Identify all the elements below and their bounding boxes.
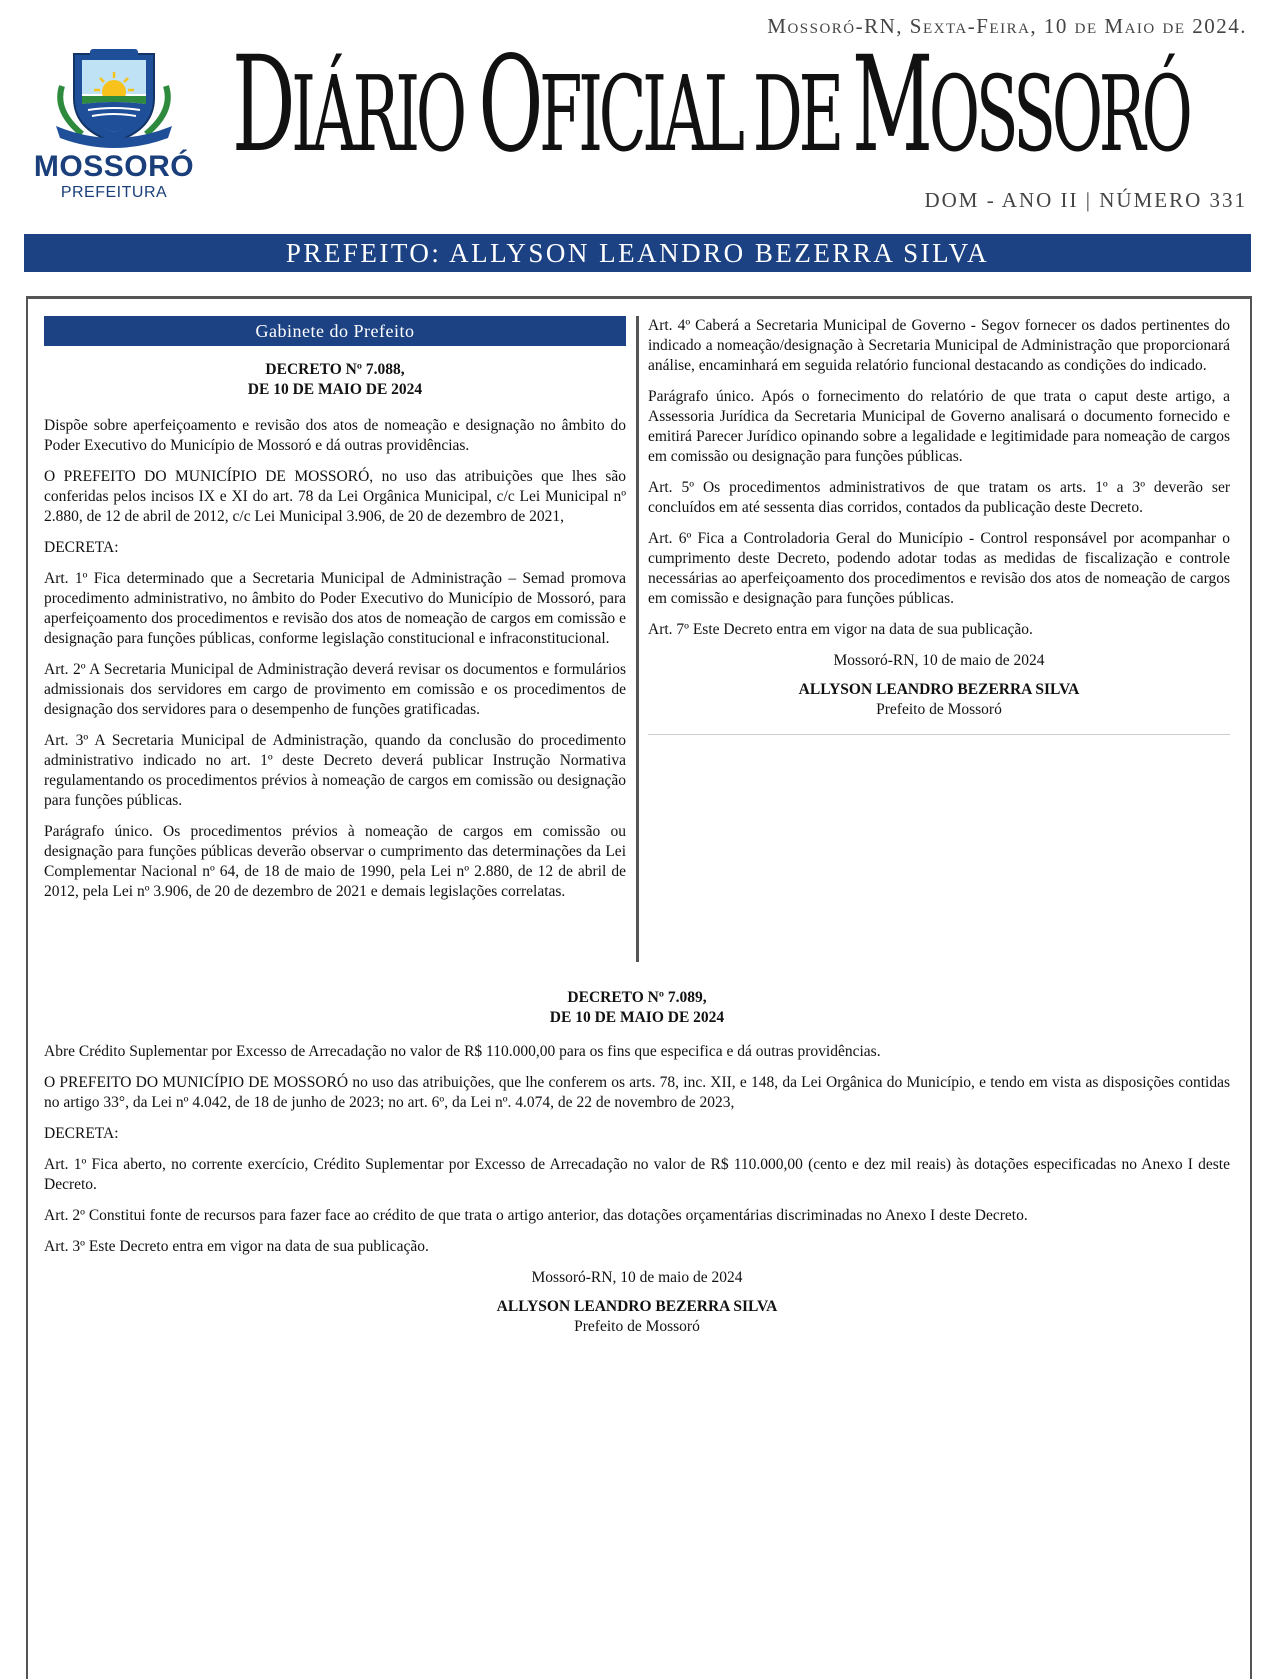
decree-decreta: DECRETA: [44,1125,119,1142]
decree-summary: Abre Crédito Suplementar por Excesso de Arrecadação no valor de R$ 110.000,00 para os fins que especifica e dá outras providências. [44,1043,881,1060]
publication-date: Mossoró-RN, Sexta-Feira, 10 de Maio de 2024. [767,14,1247,38]
signature-role: Prefeito de Mossoró [574,1318,700,1335]
signature-name: ALLYSON LEANDRO BEZERRA SILVA [798,681,1080,698]
logo-city-name: MOSSORÓ [33,150,195,183]
signature-role: Prefeito de Mossoró [876,701,1002,718]
masthead-small-caps: FICIAL [539,53,741,175]
decree-title [44,988,1230,1028]
signature-block [44,1268,1230,1337]
signature-city-date: Mossoró-RN, 10 de maio de 2024 [531,1269,743,1286]
decree-preamble: O PREFEITO DO MUNICÍPIO DE MOSSORÓ, no uso das atribuições que lhes são conferidas pelos incisos IX e XI do art. 78 da Lei Orgânica Municipal, c/c Lei Municipal nº 2.880, de 12 de abril de 2012, c/c Lei Municipal 3.906, de 20 de dezembro de 2021, [44,468,626,525]
prefeito-banner: PREFEITO: ALLYSON LEANDRO BEZERRA SILVA [24,234,1251,272]
masthead-title [232,28,1189,182]
decree-paragraph: Parágrafo único. Os procedimentos prévios à nomeação de cargos em comissão ou designação para funções públicas deverão observar o cumprimento das determinações da Lei Complementar Nacional nº 64, de 18 de maio de 1990, pela Lei nº 2.880, de 12 de abril de 2012, pela Lei nº 3.906, de 20 de dezembro de 2021 e demais legislações correlatas. [44,823,626,900]
section-rule [648,734,1230,735]
decree-article: Art. 2º Constitui fonte de recursos para fazer face ao crédito de que trata o artigo anterior, das dotações orçamentárias discriminadas no Anexo I deste Decreto. [44,1207,1028,1224]
masthead-letter: O [478,28,540,182]
decree-article: Art. 7º Este Decreto entra em vigor na data de sua publicação. [648,621,1033,638]
right-column [648,316,1230,735]
decree-article: Art. 2º A Secretaria Municipal de Administração deverá revisar os documentos e formulários admissionais dos servidores em cargo de provimento em comissão e os procedimentos de designação dos servidores para o desempenho de funções gratificadas. [44,661,626,718]
signature-name: ALLYSON LEANDRO BEZERRA SILVA [496,1298,778,1315]
decree-article: Art. 5º Os procedimentos administrativos de que tratam os arts. 1º a 3º deverão ser concluídos em até sessenta dias corridos, contados da publicação deste Decreto. [648,479,1230,516]
section-title: Gabinete do Prefeito [44,316,626,346]
decree-article: Art. 4º Caberá a Secretaria Municipal de Governo - Segov fornecer os dados pertinentes do indicado a nomeação/designação à Secretaria Municipal de Administração que proporcionará análise, encaminhará em seguida relatório funcional destacando as condições do indicado. [648,317,1230,374]
logo-subtitle: PREFEITURA [60,184,168,201]
decree-article: Art. 1º Fica determinado que a Secretaria Municipal de Administração – Semad promova procedimento administrativo, no âmbito do Poder Executivo do Município de Mossoró, para aperfeiçoamento dos procedimentos e revisão dos atos de nomeação de cargos em comissão e designação para funções públicas, conforme legislação constitucional e infraconstitucional. [44,570,626,647]
decree-7089 [44,988,1230,1337]
decree-preamble: O PREFEITO DO MUNICÍPIO DE MOSSORÓ no uso das atribuições, que lhe conferem os arts. 78, inc. XII, e 148, da Lei Orgânica do Município, e tendo em vista as disposições contidas no artigo 33°, da Lei nº 4.042, de 18 de junho de 2023; no art. 6º, da Lei nº. 4.074, de 22 de novembro de 2023, [44,1074,1230,1111]
decree-title [44,360,626,400]
column-divider [636,316,639,962]
signature-block [648,651,1230,720]
decree-date: DE 10 DE MAIO DE 2024 [247,381,423,398]
signature-city-date: Mossoró-RN, 10 de maio de 2024 [833,652,1045,669]
decree-article: Art. 3º A Secretaria Municipal de Administração, quando da conclusão do procedimento administrativo indicado no art. 1º deste Decreto deverá publicar Instrução Normativa regulamentando os procedimentos prévios à nomeação de cargos em comissão ou designação para funções públicas. [44,732,626,809]
decree-number: DECRETO Nº 7.088, [265,361,405,378]
masthead-small-caps: IÁRIO [291,53,463,175]
decree-date: DE 10 DE MAIO DE 2024 [549,1009,725,1026]
edition-number: DOM - ANO II | NÚMERO 331 [924,188,1247,212]
decree-article: Art. 3º Este Decreto entra em vigor na data de sua publicação. [44,1238,429,1255]
decree-paragraph: Parágrafo único. Após o fornecimento do relatório de que trata o caput deste artigo, a Assessoria Jurídica da Secretaria Municipal de Governo analisará o documento fornecido e emitirá Parecer Jurídico opinando sobre a legalidade e legitimidade para nomeação de cargos em comissão ou designação para funções públicas. [648,388,1230,465]
masthead-letter: D [232,28,292,182]
municipal-coat-of-arms-icon [52,46,176,146]
decree-summary: Dispõe sobre aperfeiçoamento e revisão dos atos de nomeação e designação no âmbito do Poder Executivo do Município de Mossoró e dá outras providências. [44,417,626,454]
decree-article: Art. 6º Fica a Controladoria Geral do Município - Control responsável por acompanhar o cumprimento deste Decreto, podendo adotar todas as medidas de fiscalização e controle necessárias ao aperfeiçoamento dos procedimentos e revisão dos atos de nomeação de cargos em comissão e designação para funções públicas. [648,530,1230,607]
prefeitura-logo [26,46,202,202]
masthead-small-caps: DE [752,53,840,175]
masthead-letter: M [851,28,929,182]
masthead-small-caps: OSSORÓ [928,53,1189,175]
decree-article: Art. 1º Fica aberto, no corrente exercício, Crédito Suplementar por Excesso de Arrecadação no valor de R$ 110.000,00 (cento e dez mil reais) às dotações especificadas no Anexo I deste Decreto. [44,1156,1230,1193]
decree-decreta: DECRETA: [44,539,119,556]
decree-number: DECRETO Nº 7.089, [567,989,707,1006]
left-column [44,316,626,913]
